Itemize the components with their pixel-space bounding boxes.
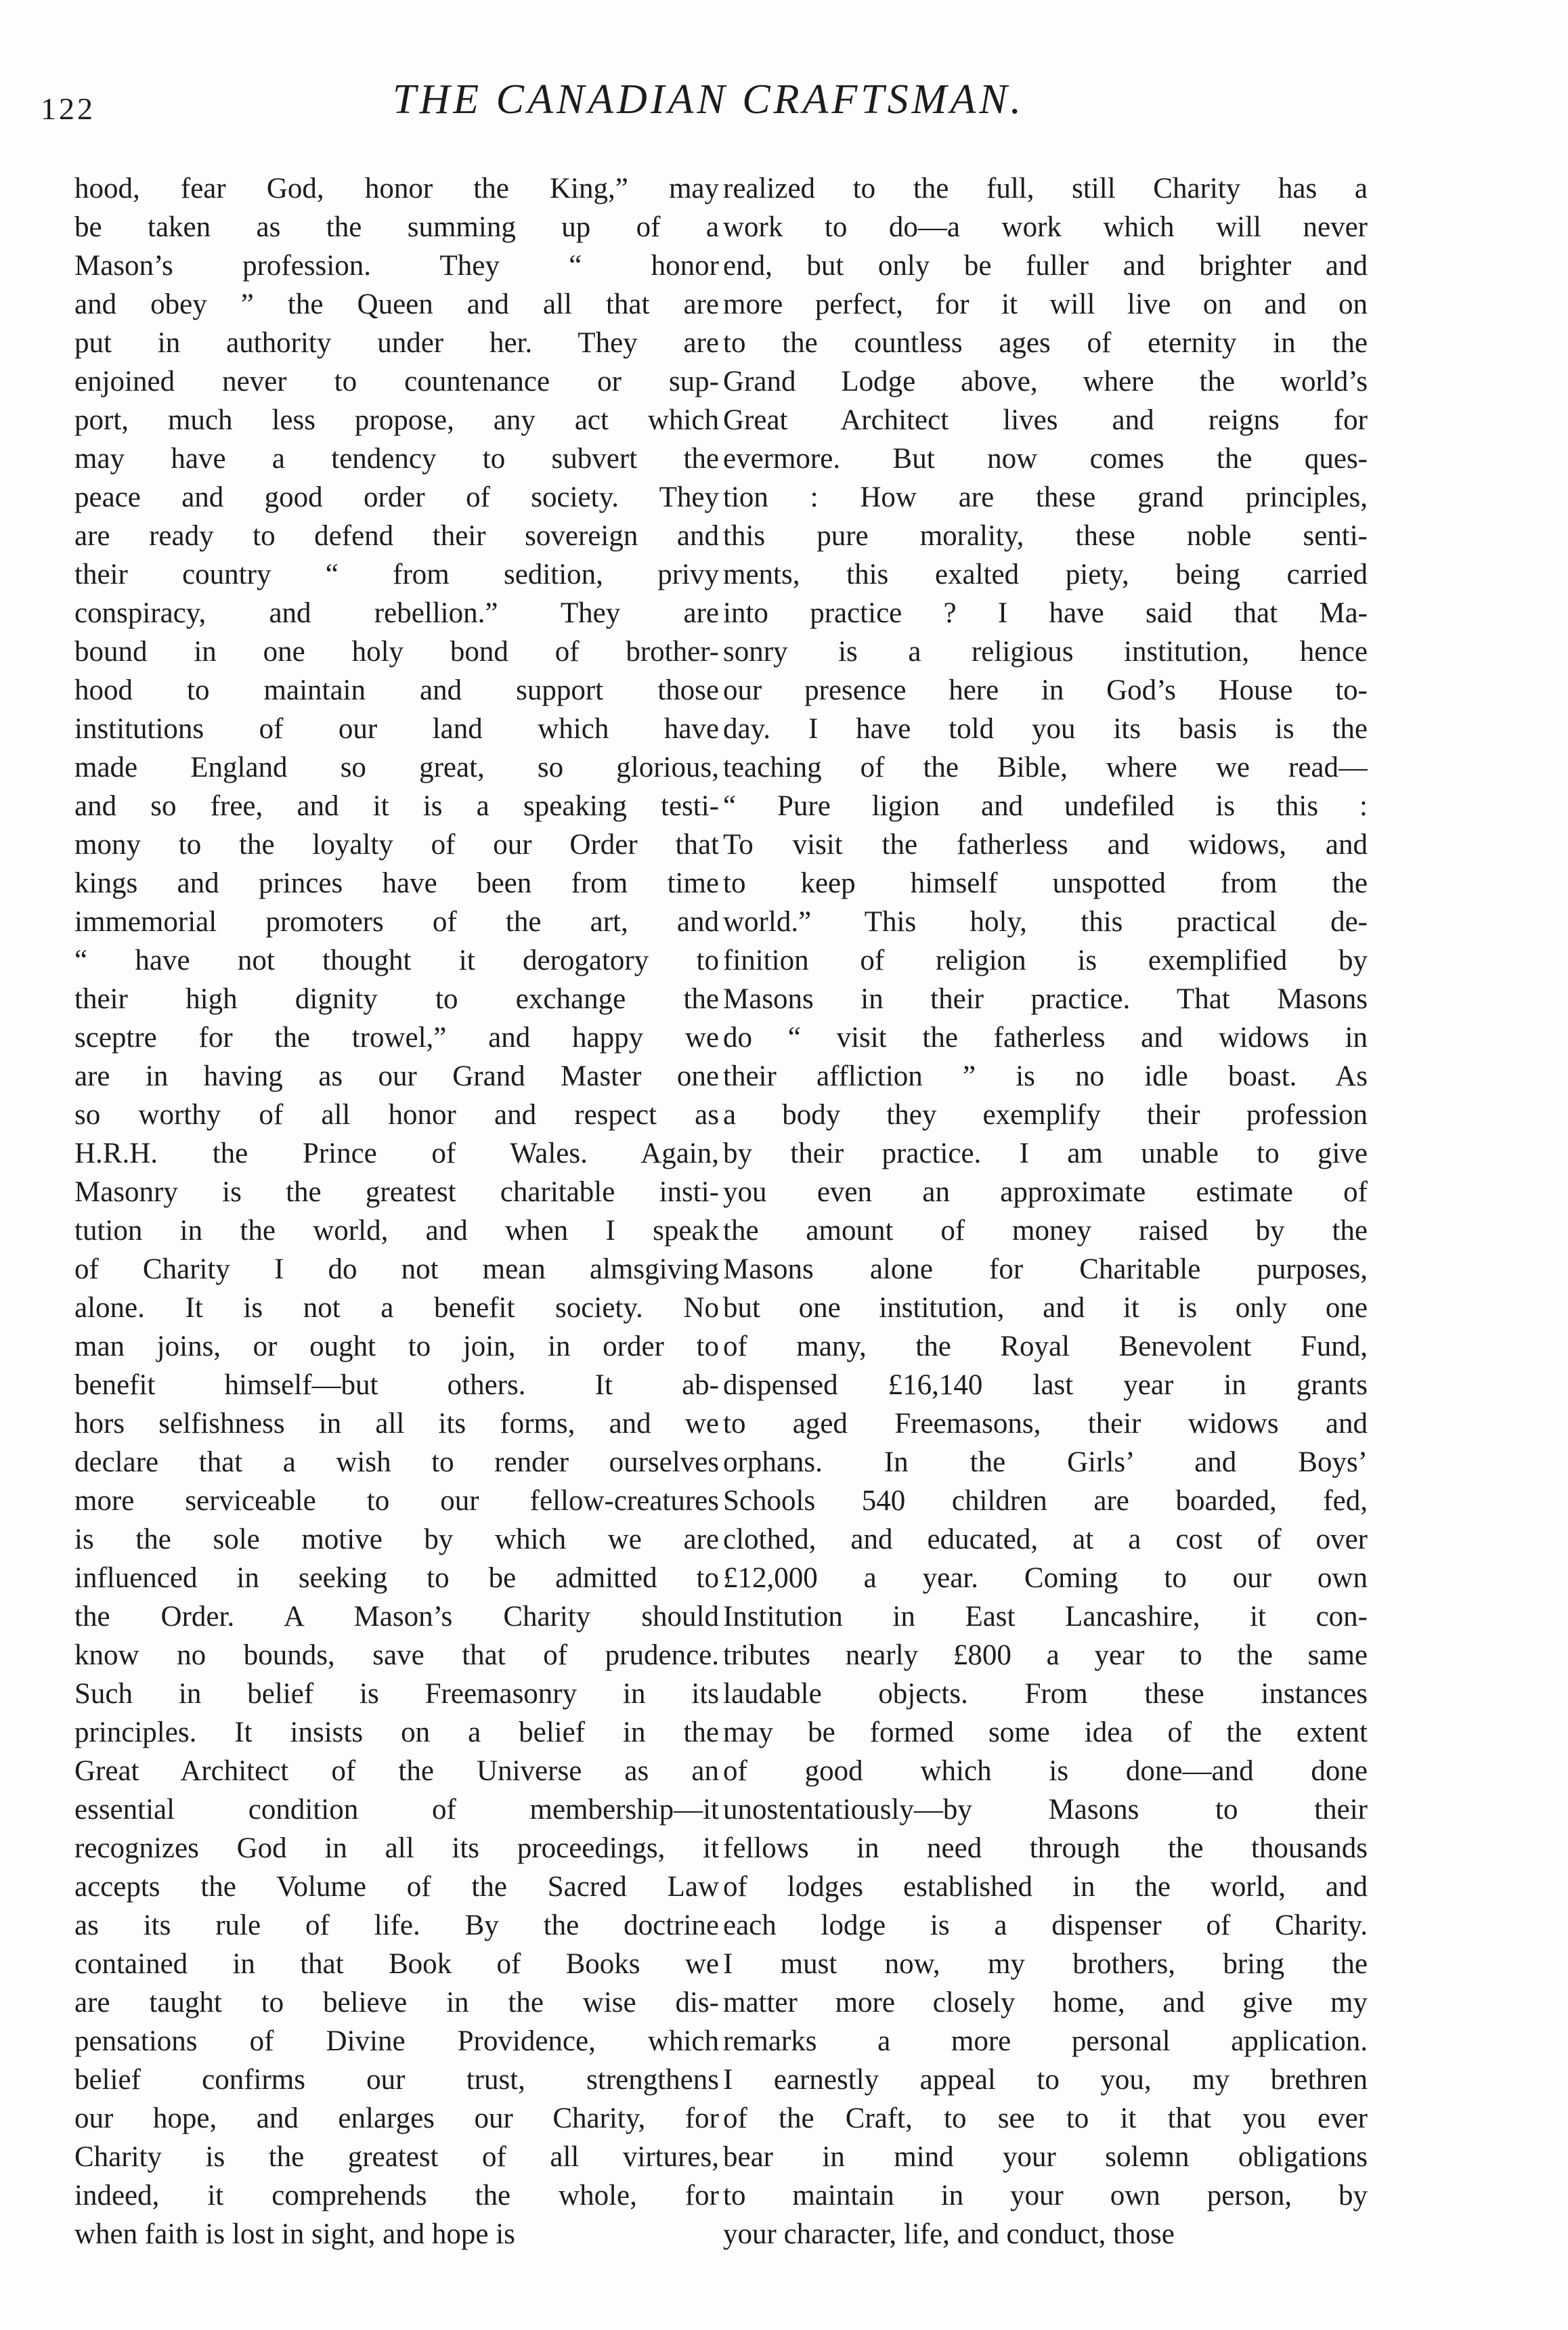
- text-line: Schools 540 children are boarded, fed,: [723, 1485, 1368, 1517]
- text-line: bound in one holy bond of brother-: [74, 636, 719, 668]
- text-line: man joins, or ought to join, in order to: [74, 1331, 719, 1362]
- text-line: is the sole motive by which we are: [74, 1524, 719, 1555]
- text-line: tributes nearly £800 a year to the same: [723, 1639, 1368, 1671]
- text-column-right: [723, 169, 1368, 2253]
- text-line: dispensed £16,140 last year in grants: [723, 1369, 1368, 1401]
- text-line: remarks a more personal application.: [723, 2025, 1368, 2057]
- text-line: mony to the loyalty of our Order that: [74, 829, 719, 861]
- text-line: to keep himself unspotted from the: [723, 867, 1368, 899]
- text-column-left: [74, 169, 719, 2253]
- text-line: hors selfishness in all its forms, and we: [74, 1408, 719, 1440]
- text-line: to maintain in your own person, by: [723, 2180, 1368, 2212]
- text-line: Grand Lodge above, where the world’s: [723, 366, 1368, 397]
- text-line: Masons alone for Charitable purposes,: [723, 1253, 1368, 1285]
- text-line: influenced in seeking to be admitted to: [74, 1562, 719, 1594]
- text-line: Mason’s profession. They “ honor: [74, 250, 719, 282]
- text-line: their country “ from sedition, privy: [74, 559, 719, 590]
- text-line: more perfect, for it will live on and on: [723, 288, 1368, 320]
- text-line: Institution in East Lancashire, it con-: [723, 1601, 1368, 1633]
- text-line: are ready to defend their sovereign and: [74, 520, 719, 552]
- text-line: put in authority under her. They are: [74, 327, 719, 359]
- text-line: indeed, it comprehends the whole, for: [74, 2180, 719, 2212]
- text-line: Such in belief is Freemasonry in its: [74, 1678, 719, 1710]
- text-line: know no bounds, save that of prudence.: [74, 1639, 719, 1671]
- text-line: into practice ? I have said that Ma-: [723, 597, 1368, 629]
- text-line: but one institution, and it is only one: [723, 1292, 1368, 1324]
- text-line: belief confirms our trust, strengthens: [74, 2064, 719, 2096]
- text-line: and obey ” the Queen and all that are: [74, 288, 719, 320]
- text-line: kings and princes have been from time: [74, 867, 719, 899]
- text-line: of many, the Royal Benevolent Fund,: [723, 1331, 1368, 1362]
- text-line: conspiracy, and rebellion.” They are: [74, 597, 719, 629]
- text-line: tution in the world, and when I speak: [74, 1215, 719, 1247]
- text-line: the Order. A Mason’s Charity should: [74, 1601, 719, 1633]
- text-line: when faith is lost in sight, and hope is: [74, 2218, 515, 2250]
- text-line: hood, fear God, honor the King,” may: [74, 173, 719, 204]
- text-line: hood to maintain and support those: [74, 674, 719, 706]
- text-line: and so free, and it is a speaking testi-: [74, 790, 719, 822]
- text-line: of good which is done—and done: [723, 1755, 1368, 1787]
- text-line: of Charity I do not mean almsgiving: [74, 1253, 719, 1285]
- text-line: alone. It is not a benefit society. No: [74, 1292, 719, 1324]
- text-line: may be formed some idea of the extent: [723, 1717, 1368, 1748]
- text-line: immemorial promoters of the art, and: [74, 906, 719, 938]
- text-line: laudable objects. From these instances: [723, 1678, 1368, 1710]
- text-line: of lodges established in the world, and: [723, 1871, 1368, 1903]
- text-line: this pure morality, these noble senti-: [723, 520, 1368, 552]
- text-line: of the Craft, to see to it that you ever: [723, 2102, 1368, 2134]
- text-line: so worthy of all honor and respect as: [74, 1099, 719, 1131]
- text-line: unostentatiously—by Masons to their: [723, 1794, 1368, 1826]
- text-line: ments, this exalted piety, being carried: [723, 559, 1368, 590]
- text-line: declare that a wish to render ourselves: [74, 1446, 719, 1478]
- text-line: by their practice. I am unable to give: [723, 1138, 1368, 1169]
- text-line: work to do—a work which will never: [723, 211, 1368, 243]
- text-line: the amount of money raised by the: [723, 1215, 1368, 1247]
- text-line: bear in mind your solemn obligations: [723, 2141, 1368, 2173]
- text-line: To visit the fatherless and widows, and: [723, 829, 1368, 861]
- text-line: Great Architect lives and reigns for: [723, 404, 1368, 436]
- text-line: pensations of Divine Providence, which: [74, 2025, 719, 2057]
- text-line: teaching of the Bible, where we read—: [723, 752, 1368, 783]
- text-line: benefit himself—but others. It ab-: [74, 1369, 719, 1401]
- text-line: more serviceable to our fellow-creatures: [74, 1485, 719, 1517]
- text-line: day. I have told you its basis is the: [723, 713, 1368, 745]
- text-line: our hope, and enlarges our Charity, for: [74, 2102, 719, 2134]
- text-line: clothed, and educated, at a cost of over: [723, 1524, 1368, 1555]
- text-line: I earnestly appeal to you, my brethren: [723, 2064, 1368, 2096]
- text-line: accepts the Volume of the Sacred Law: [74, 1871, 719, 1903]
- text-line: fellows in need through the thousands: [723, 1832, 1368, 1864]
- text-line: £12,000 a year. Coming to our own: [723, 1562, 1368, 1594]
- text-line: are taught to believe in the wise dis-: [74, 1987, 719, 2019]
- text-line: “ Pure ligion and undefiled is this :: [723, 790, 1368, 822]
- text-line: orphans. In the Girls’ and Boys’: [723, 1446, 1368, 1478]
- text-line: H.R.H. the Prince of Wales. Again,: [74, 1138, 719, 1169]
- text-line: institutions of our land which have: [74, 713, 719, 745]
- text-line: sceptre for the trowel,” and happy we: [74, 1022, 719, 1054]
- text-line: essential condition of membership—it: [74, 1794, 719, 1826]
- text-line: as its rule of life. By the doctrine: [74, 1910, 719, 1941]
- text-line: their affliction ” is no idle boast. As: [723, 1060, 1368, 1092]
- running-title: THE CANADIAN CRAFTSMAN.: [393, 77, 1025, 123]
- text-line: Masonry is the greatest charitable insti-: [74, 1176, 719, 1208]
- text-line: each lodge is a dispenser of Charity.: [723, 1910, 1368, 1941]
- text-line: your character, life, and conduct, those: [723, 2218, 1175, 2250]
- text-line: are in having as our Grand Master one: [74, 1060, 719, 1092]
- text-line: tion : How are these grand principles,: [723, 481, 1368, 513]
- text-line: “ have not thought it derogatory to: [74, 945, 719, 976]
- text-line: recognizes God in all its proceedings, it: [74, 1832, 719, 1864]
- text-line: end, but only be fuller and brighter and: [723, 250, 1368, 282]
- text-line: matter more closely home, and give my: [723, 1987, 1368, 2019]
- text-line: a body they exemplify their profession: [723, 1099, 1368, 1131]
- text-line: finition of religion is exemplified by: [723, 945, 1368, 976]
- text-line: I must now, my brothers, bring the: [723, 1948, 1368, 1980]
- page-header: [41, 76, 1347, 144]
- text-line: enjoined never to countenance or sup-: [74, 366, 719, 397]
- text-line: our presence here in God’s House to-: [723, 674, 1368, 706]
- text-line: Masons in their practice. That Masons: [723, 983, 1368, 1015]
- text-line: may have a tendency to subvert the: [74, 443, 719, 475]
- text-line: to aged Freemasons, their widows and: [723, 1408, 1368, 1440]
- text-line: you even an approximate estimate of: [723, 1176, 1368, 1208]
- text-line: be taken as the summing up of a: [74, 211, 719, 243]
- page-number: 122: [41, 91, 95, 126]
- text-line: their high dignity to exchange the: [74, 983, 719, 1015]
- text-line: do “ visit the fatherless and widows in: [723, 1022, 1368, 1054]
- text-line: evermore. But now comes the ques-: [723, 443, 1368, 475]
- text-line: world.” This holy, this practical de-: [723, 906, 1368, 938]
- text-line: to the countless ages of eternity in the: [723, 327, 1368, 359]
- text-line: principles. It insists on a belief in the: [74, 1717, 719, 1748]
- text-line: contained in that Book of Books we: [74, 1948, 719, 1980]
- text-line: sonry is a religious institution, hence: [723, 636, 1368, 668]
- text-line: port, much less propose, any act which: [74, 404, 719, 436]
- text-line: Charity is the greatest of all virtures,: [74, 2141, 719, 2173]
- text-line: made England so great, so glorious,: [74, 752, 719, 783]
- text-line: Great Architect of the Universe as an: [74, 1755, 719, 1787]
- text-line: realized to the full, still Charity has a: [723, 173, 1368, 204]
- text-line: peace and good order of society. They: [74, 481, 719, 513]
